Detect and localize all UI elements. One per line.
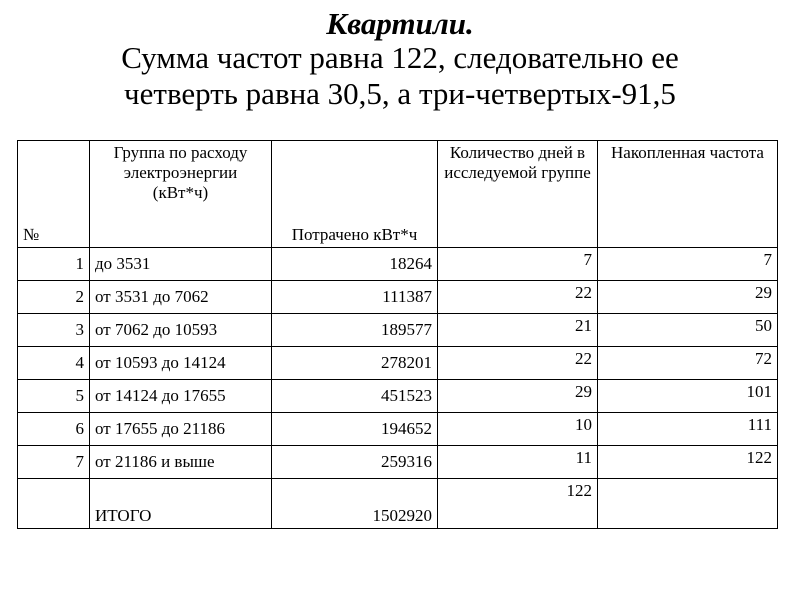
row-days-count: 10	[438, 413, 598, 446]
row-consumption-group: от 17655 до 21186	[90, 413, 272, 446]
row-days-count: 22	[438, 347, 598, 380]
header-cumulative-frequency: Накопленная частота	[598, 141, 778, 248]
total-cumulative-cell	[598, 479, 778, 529]
row-energy-spent: 18264	[272, 248, 438, 281]
row-consumption-group: от 14124 до 17655	[90, 380, 272, 413]
total-row	[18, 479, 778, 529]
table-row	[18, 413, 778, 446]
table-body	[18, 248, 778, 479]
slide-subtitle-line-1: Сумма частот равна 122, следовательно ее	[121, 40, 679, 75]
row-consumption-group: от 7062 до 10593	[90, 314, 272, 347]
header-energy-spent: Потрачено кВт*ч	[272, 141, 438, 248]
row-energy-spent: 194652	[272, 413, 438, 446]
row-energy-spent: 278201	[272, 347, 438, 380]
total-days-count: 122	[438, 479, 598, 529]
row-cumulative-frequency: 7	[598, 248, 778, 281]
row-consumption-group: от 3531 до 7062	[90, 281, 272, 314]
row-energy-spent: 259316	[272, 446, 438, 479]
row-cumulative-frequency: 29	[598, 281, 778, 314]
row-days-count: 11	[438, 446, 598, 479]
header-days-count: Количество дней в исследуемой группе	[438, 141, 598, 248]
total-number-cell	[18, 479, 90, 529]
row-days-count: 22	[438, 281, 598, 314]
row-consumption-group: от 21186 и выше	[90, 446, 272, 479]
row-consumption-group: до 3531	[90, 248, 272, 281]
row-number: 5	[18, 380, 90, 413]
row-energy-spent: 111387	[272, 281, 438, 314]
row-days-count: 21	[438, 314, 598, 347]
table-row	[18, 446, 778, 479]
table-row	[18, 281, 778, 314]
row-consumption-group: от 10593 до 14124	[90, 347, 272, 380]
row-number: 7	[18, 446, 90, 479]
row-number: 2	[18, 281, 90, 314]
table-row	[18, 314, 778, 347]
row-cumulative-frequency: 50	[598, 314, 778, 347]
table-row	[18, 347, 778, 380]
row-days-count: 29	[438, 380, 598, 413]
total-energy-spent: 1502920	[272, 479, 438, 529]
row-days-count: 7	[438, 248, 598, 281]
row-cumulative-frequency: 101	[598, 380, 778, 413]
slide-title: Квартили.	[326, 6, 474, 41]
energy-consumption-table	[17, 140, 778, 529]
table-row	[18, 248, 778, 281]
row-cumulative-frequency: 111	[598, 413, 778, 446]
total-label: ИТОГО	[90, 479, 272, 529]
row-energy-spent: 189577	[272, 314, 438, 347]
row-number: 6	[18, 413, 90, 446]
header-number: №	[18, 141, 90, 248]
row-cumulative-frequency: 72	[598, 347, 778, 380]
table-header-row	[18, 141, 778, 248]
row-energy-spent: 451523	[272, 380, 438, 413]
row-cumulative-frequency: 122	[598, 446, 778, 479]
slide-title-block	[0, 8, 800, 112]
row-number: 1	[18, 248, 90, 281]
header-consumption-group: Группа по расходу электроэнергии (кВт*ч)	[90, 141, 272, 248]
row-number: 4	[18, 347, 90, 380]
slide-subtitle-line-2: четверть равна 30,5, а три-четвертых-91,5	[124, 76, 676, 111]
row-number: 3	[18, 314, 90, 347]
table-row	[18, 380, 778, 413]
